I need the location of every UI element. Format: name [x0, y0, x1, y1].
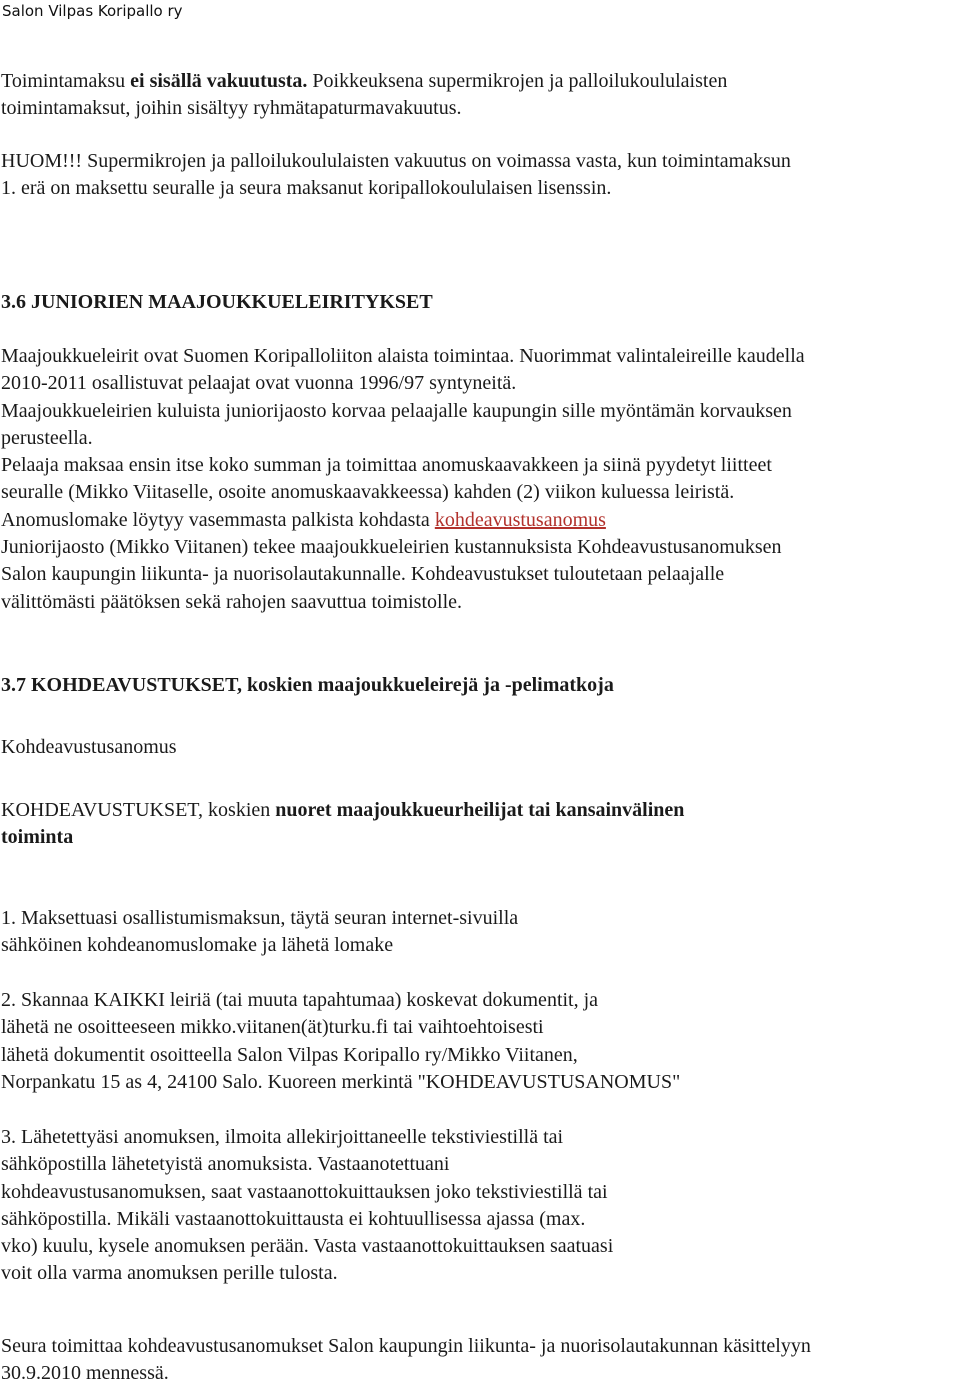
huom-line-1: HUOM!!! Supermikrojen ja palloilukoululaisten vakuutus on voimassa vasta, kun toimintamaksun — [1, 150, 791, 172]
section-3-6-line: seuralle (Mikko Viitaselle, osoite anomuskaavakkeessa) kahden (2) viikon kuluessa leiristä. — [1, 481, 735, 504]
step-3-line: voit olla varma anomuksen perille tulosta. — [1, 1262, 338, 1285]
closing-line: Seura toimittaa kohdeavustusanomukset Salon kaupungin liikunta- ja nuorisolautakunnan käsittelyyn — [1, 1335, 811, 1357]
section-3-6-body — [1, 343, 805, 616]
step-2-line: Norpankatu 15 as 4, 24100 Salo. Kuoreen merkintä "KOHDEAVUSTUSANOMUS" — [1, 1070, 681, 1093]
section-3-6-line: Pelaaja maksaa ensin itse koko summan ja toimittaa anomuskaavakkeen ja siinä pyydetyt liitteet — [1, 454, 772, 477]
kohdeavustusanomus-link[interactable]: kohdeavustusanomus — [434, 508, 606, 531]
closing-paragraph — [1, 1333, 811, 1388]
insurance-paragraph — [1, 68, 727, 123]
section-3-7-subtitle: Kohdeavustusanomus — [1, 736, 177, 758]
step-2-line: lähetä dokumentit osoitteella Salon Vilpas Koripallo ry/Mikko Viitanen, — [1, 1043, 578, 1066]
section-3-6-line: 2010-2011 osallistuvat pelaajat ovat vuonna 1996/97 syntyneitä. — [1, 372, 517, 395]
step-1-line: 1. Maksettuasi osallistumismaksun, täytä seuran internet-sivuilla — [1, 907, 519, 929]
step-3-line: vko) kuulu, kysele anomuksen perään. Vasta vastaanottokuittauksen saatuasi — [1, 1235, 614, 1258]
step-2-line: 2. Skannaa KAIKKI leiriä (tai muuta tapahtumaa) koskevat dokumentit, ja — [1, 989, 599, 1011]
section-3-6-line: Salon kaupungin liikunta- ja nuorisolautakunnalle. Kohdeavustukset tuloutetaan pelaajalle — [1, 563, 725, 586]
section-3-6-heading: 3.6 JUNIORIEN MAAJOUKKUELEIRITYKSET — [1, 291, 433, 313]
section-3-6-line: Maajoukkueleirien kuluista juniorijaosto korvaa pelaajalle kaupungin sille myöntämän korvauksen — [1, 399, 792, 422]
step-2 — [1, 987, 680, 1096]
form-location-line: Anomuslomake löytyy vasemmasta palkista kohdasta kohdeavustusanomus — [1, 508, 606, 531]
closing-line: 30.9.2010 mennessä. — [1, 1362, 169, 1385]
step-3-line: kohdeavustusanomuksen, saat vastaanottokuittauksen joko tekstiviestillä tai — [1, 1180, 608, 1203]
insurance-line-2: toimintamaksut, joihin sisältyy ryhmätapaturmavakuutus. — [1, 97, 462, 120]
insurance-line-1: Toimintamaksu ei sisällä vakuutusta. Poikkeuksena supermikrojen ja palloilukoululaisten — [1, 70, 728, 92]
huom-paragraph — [1, 148, 791, 203]
section-3-6-line: Juniorijaosto (Mikko Viitanen) tekee maajoukkueleirien kustannuksista Kohdeavustusanomuksen — [1, 536, 782, 559]
section-3-6-line: Maajoukkueleirit ovat Suomen Koripalloliiton alaista toimintaa. Nuorimmat valintaleireille kaudella — [1, 345, 805, 367]
step-1 — [1, 905, 518, 960]
section-3-6-line: välittömästi päätöksen sekä rahojen saavuttua toimistolle. — [1, 590, 462, 613]
step-3 — [1, 1124, 613, 1288]
step-3-line: sähköpostilla. Mikäli vastaanottokuittausta ei kohtuullisessa ajassa (max. — [1, 1207, 586, 1230]
scope-line-1: KOHDEAVUSTUKSET, koskien nuoret maajoukkueurheilijat tai kansainvälinen — [1, 799, 685, 821]
step-3-line: sähköpostilla lähetetyistä anomuksista. Vastaanotettuani — [1, 1153, 450, 1176]
insurance-emphasis: ei sisällä vakuutusta. — [130, 70, 308, 92]
step-3-line: 3. Lähetettyäsi anomuksen, ilmoita allekirjoittaneelle tekstiviestillä tai — [1, 1126, 564, 1148]
step-2-line: lähetä ne osoitteeseen mikko.viitanen(ät)turku.fi tai vaihtoehtoisesti — [1, 1016, 544, 1039]
step-1-line: sähköinen kohdeanomuslomake ja lähetä lomake — [1, 934, 394, 957]
scope-line-2: toiminta — [1, 826, 74, 849]
section-3-6-line: perusteella. — [1, 426, 93, 449]
scope-paragraph — [1, 797, 684, 852]
section-3-7-heading: 3.7 KOHDEAVUSTUKSET, koskien maajoukkueleirejä ja -pelimatkoja — [1, 674, 614, 696]
huom-label: HUOM!!! — [1, 150, 83, 172]
page-header: Salon Vilpas Koripallo ry — [2, 2, 183, 20]
huom-line-2: 1. erä on maksettu seuralle ja seura maksanut koripallokoululaisen lisenssin. — [1, 177, 612, 200]
